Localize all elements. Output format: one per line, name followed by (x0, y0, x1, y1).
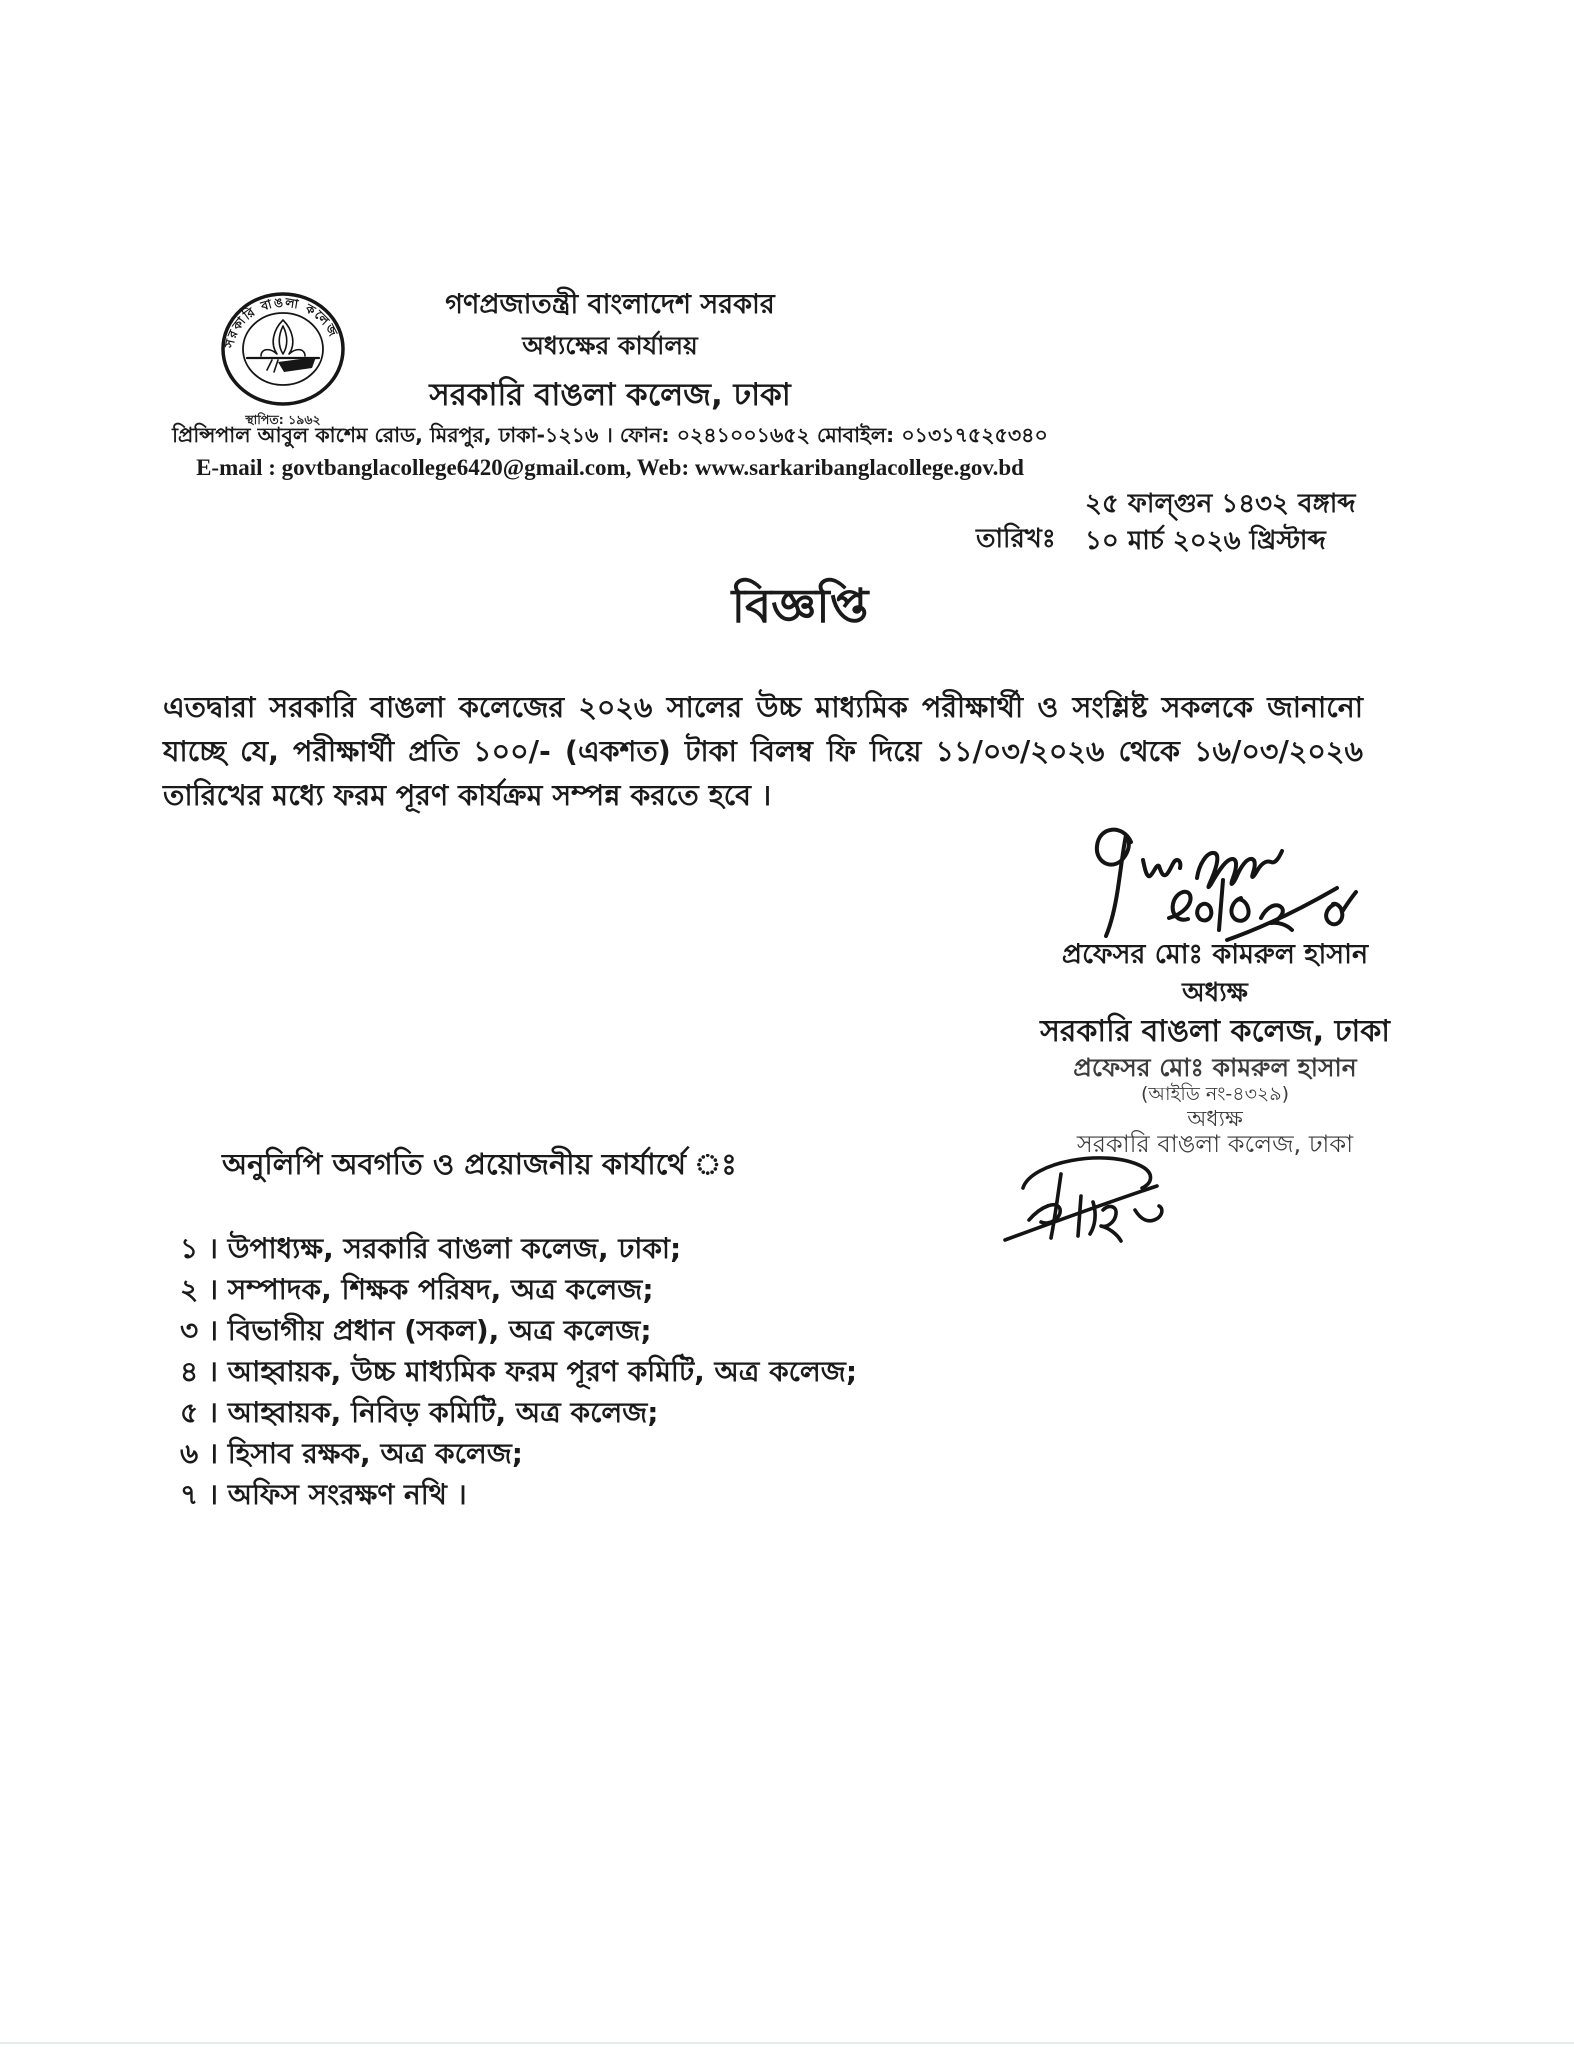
signatory-designation: অধ্যক্ষ (1182, 978, 1248, 1008)
scan-artifact-edge (0, 2042, 1574, 2044)
date-values (1085, 486, 1356, 560)
signatory-college: সরকারি বাঙলা কলেজ, ঢাকা (1040, 1014, 1390, 1049)
copy-item-2: ২ । সম্পাদক, শিক্ষক পরিষদ, অত্র কলেজ; (180, 1273, 654, 1306)
seal-ring-text: সরকারি বাঙলা কলেজ (221, 294, 342, 350)
email-web-line: E-mail : govtbanglacollege6420@gmail.com, Web: www.sarkaribanglacollege.gov.bd (196, 455, 1024, 480)
government-line: গণপ্রজাতন্ত্রী বাংলাদেশ সরকার (445, 289, 775, 320)
stamp-designation: অধ্যক্ষ (1187, 1107, 1243, 1132)
principal-signature-icon (1085, 820, 1365, 948)
stamp-name: প্রফেসর মোঃ কামরুল হাসান (1073, 1053, 1357, 1082)
date-label: তারিখঃ (976, 524, 1056, 554)
notice-body-paragraph: এতদ্বারা সরকারি বাঙলা কলেজের ২০২৬ সালের উচ্চ মাধ্যমিক পরীক্ষার্থী ও সংশ্লিষ্ট সকলকে জানানো যাচ্ছে যে, পরীক্ষার্থী প্রতি ১০০/- (একশত) টাকা বিলম্ব ফি দিয়ে ১১/০৩/২০২৬ থেকে ১৬/০৩/২০২৬ তারিখের মধ্যে ফরম পূরণ কার্যক্রম সম্পন্ন করতে হবে । (163, 691, 1363, 812)
stamp-college: সরকারি বাঙলা কলেজ, ঢাকা (1076, 1130, 1354, 1158)
copy-item-1: ১ । উপাধ্যক্ষ, সরকারি বাঙলা কলেজ, ঢাকা; (180, 1232, 682, 1265)
copy-item-7: ৭ । অফিস সংরক্ষণ নথি । (180, 1478, 467, 1511)
copy-item-5: ৫ । আহ্বায়ক, নিবিড় কমিটি, অত্র কলেজ; (180, 1396, 659, 1429)
bangla-date: ২৫ ফাল্গুন ১৪৩২ বঙ্গাব্দ (1085, 489, 1356, 519)
seal-established-text: স্থাপিত: ১৯৬২ (245, 412, 321, 427)
copy-item-3: ৩ । বিভাগীয় প্রধান (সকল), অত্র কলেজ; (180, 1314, 652, 1347)
office-line: অধ্যক্ষের কার্যালয় (522, 331, 698, 360)
copy-section-heading: অনুলিপি অবগতি ও প্রয়োজনীয় কার্যার্থে ঃ (222, 1147, 737, 1181)
copy-recipient-list (180, 1228, 1080, 1515)
stamp-id-number: (আইডি নং-৪৩২৯) (1140, 1083, 1290, 1105)
copy-item-6: ৬ । হিসাব রক্ষক, অত্র কলেজ; (180, 1437, 523, 1470)
copy-item-4: ৪ । আহ্বায়ক, উচ্চ মাধ্যমিক ফরম পূরণ কমিটি, অত্র কলেজ; (180, 1355, 858, 1388)
notice-title: বিজ্ঞপ্তি (731, 579, 869, 634)
gregorian-date: ১০ মার্চ ২০২৬ খ্রিস্টাব্দ (1085, 526, 1326, 556)
address-line: প্রিন্সিপাল আবুল কাশেম রোড, মিরপুর, ঢাকা-১২১৬ । ফোন: ০২৪১০০১৬৫২ মোবাইল: ০১৩১৭৫২৫৩৪০ (172, 423, 1048, 447)
signatory-name: প্রফেসর মোঃ কামরুল হাসান (1061, 939, 1369, 970)
college-name-line: সরকারি বাঙলা কলেজ, ঢাকা (429, 377, 791, 413)
letterhead (110, 288, 1110, 483)
